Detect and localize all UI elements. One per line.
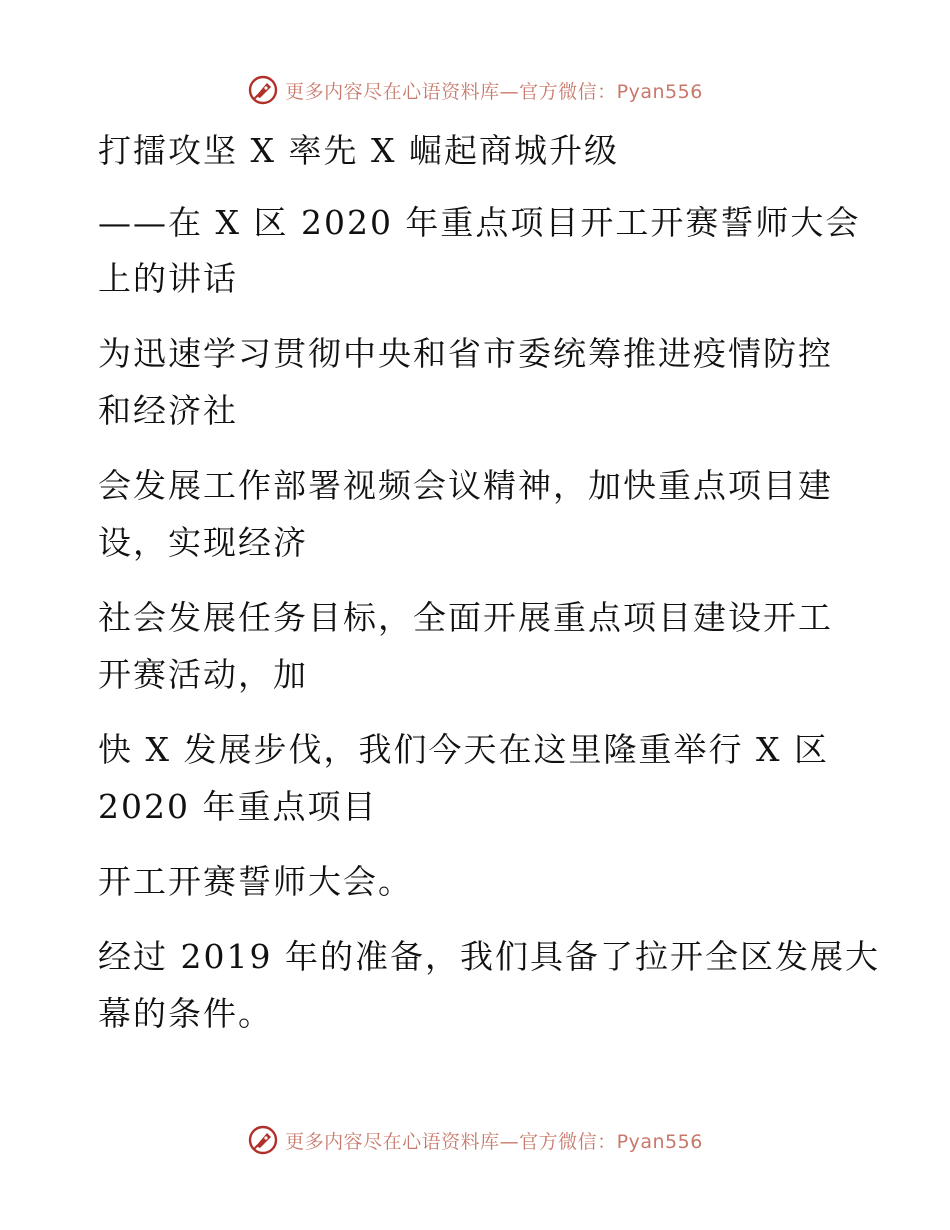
- text-line: 经过 2019 年的准备，我们具备了拉开全区发展大: [98, 937, 880, 976]
- text-line: 开赛活动，加: [98, 655, 308, 694]
- text-line: 会发展工作部署视频会议精神，加快重点项目建: [98, 466, 833, 505]
- text-line: 上的讲话: [98, 259, 238, 298]
- text-line: ——在 X 区 2020 年重点项目开工开赛誓师大会: [98, 203, 861, 242]
- text-line: 开工开赛誓师大会。: [98, 862, 413, 901]
- text-line: 设，实现经济: [98, 523, 308, 562]
- pen-nib-logo-icon: [247, 74, 279, 106]
- text-line: 2020 年重点项目: [98, 787, 378, 826]
- text-line: 打擂攻坚 X 率先 X 崛起商城升级: [98, 131, 619, 170]
- footer-watermark: [0, 1120, 950, 1160]
- text-line: 快 X 发展步伐，我们今天在这里隆重举行 X 区: [98, 730, 829, 769]
- header-watermark: [0, 70, 950, 110]
- text-line: 社会发展任务目标，全面开展重点项目建设开工: [98, 598, 833, 637]
- watermark-text: 更多内容尽在心语资料库—官方微信：Pyan556: [285, 80, 703, 103]
- text-line: 幕的条件。: [98, 994, 273, 1033]
- text-line: 和经济社: [98, 391, 238, 430]
- watermark-text: 更多内容尽在心语资料库—官方微信：Pyan556: [285, 1130, 703, 1153]
- pen-nib-logo-icon: [247, 1124, 279, 1156]
- text-line: 为迅速学习贯彻中央和省市委统筹推进疫情防控: [98, 334, 833, 373]
